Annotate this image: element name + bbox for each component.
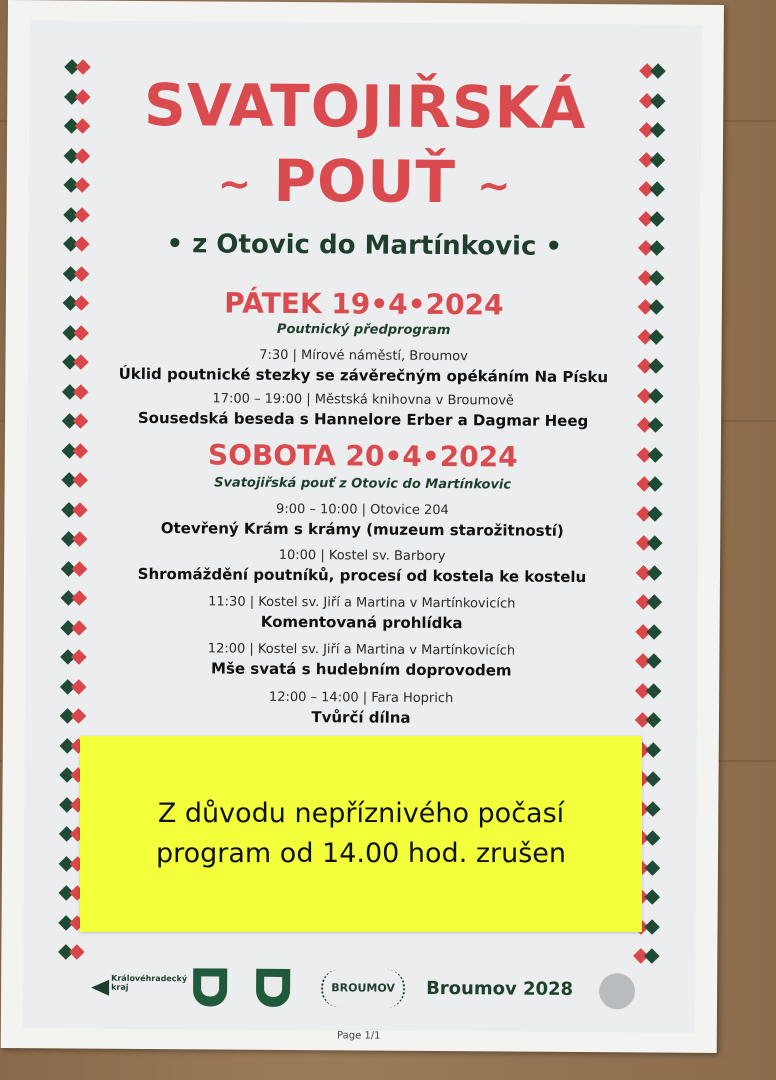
page-number: Page 1/1 <box>336 1030 381 1042</box>
poster-title-line2 <box>7 145 723 218</box>
coat-of-arms-icon <box>256 969 290 1007</box>
diamond-icon <box>74 266 90 282</box>
event-title: Úklid poutnické stezky se závěrečným opékáním Na Písku <box>118 364 609 387</box>
note-line1: Z důvodu nepříznivého počasí <box>157 798 565 829</box>
event-title: Sousedská beseda s Hannelore Erber a Dagmar Heeg <box>137 408 589 431</box>
friday-heading: PÁTEK 19•4•2024 <box>224 286 504 322</box>
note-line2: program od 14.00 hod. zrušen <box>155 838 567 869</box>
event-meta: 12:00 – 14:00 | Fara Hoprich <box>268 689 454 707</box>
cancellation-sticky-note <box>80 736 642 932</box>
event-meta: 11:30 | Kostel sv. Jiří a Martina v Martínkovicích <box>208 594 516 612</box>
event-meta: 17:00 – 19:00 | Městská knihovna v Broumově <box>212 391 515 409</box>
event-title: Otevřený Krám s krámy (muzeum starožitností) <box>160 519 564 540</box>
poster-title-line1: SVATOJIŘSKÁ <box>143 70 587 143</box>
diamond-icon <box>644 919 660 935</box>
broumov-logo: BROUMOV <box>321 969 405 1008</box>
diamond-icon <box>649 270 665 286</box>
saturday-heading: SOBOTA 20•4•2024 <box>207 438 518 474</box>
event-title: Mše svatá s hudebním doprovodem <box>211 659 512 680</box>
poster-subtitle: • z Otovic do Martínkovic • <box>166 229 563 262</box>
event-meta: 12:00 | Kostel sv. Jiří a Martina v Martínkovicích <box>207 641 516 659</box>
diamond-icon <box>644 948 660 964</box>
diamond-icon <box>645 801 661 817</box>
diamond-icon <box>69 944 85 960</box>
title-word-pout: POUŤ <box>273 146 457 217</box>
title-deco-left: ~ <box>217 161 253 208</box>
event-title: Komentovaná prohlídka <box>260 612 463 633</box>
event-title: Tvůrčí dílna <box>311 708 411 727</box>
diamond-icon <box>645 860 661 876</box>
saturday-subheading: Svatojiřská pouť z Otovic do Martínkovic <box>214 475 512 493</box>
event-title: Shromáždění poutníků, procesí od kostela ke kostelu <box>137 564 587 587</box>
event-meta: 9:00 – 10:00 | Otovice 204 <box>276 501 449 519</box>
sponsor-logos <box>1 965 717 1020</box>
diamond-icon <box>645 830 661 846</box>
kraj-arrow-icon <box>91 980 109 996</box>
round-stamp-logo <box>599 973 635 1009</box>
event-meta: 7:30 | Mírové náměstí, Broumov <box>259 347 468 365</box>
title-deco-right: ~ <box>476 163 512 210</box>
broumov-2028-logo: Broumov 2028 <box>426 977 574 1000</box>
friday-subheading: Poutnický předprogram <box>276 321 451 339</box>
event-meta: 10:00 | Kostel sv. Barbory <box>278 547 446 565</box>
kraj-logo-text: Královéhradecký kraj <box>111 973 188 992</box>
coat-of-arms-icon <box>193 968 227 1006</box>
